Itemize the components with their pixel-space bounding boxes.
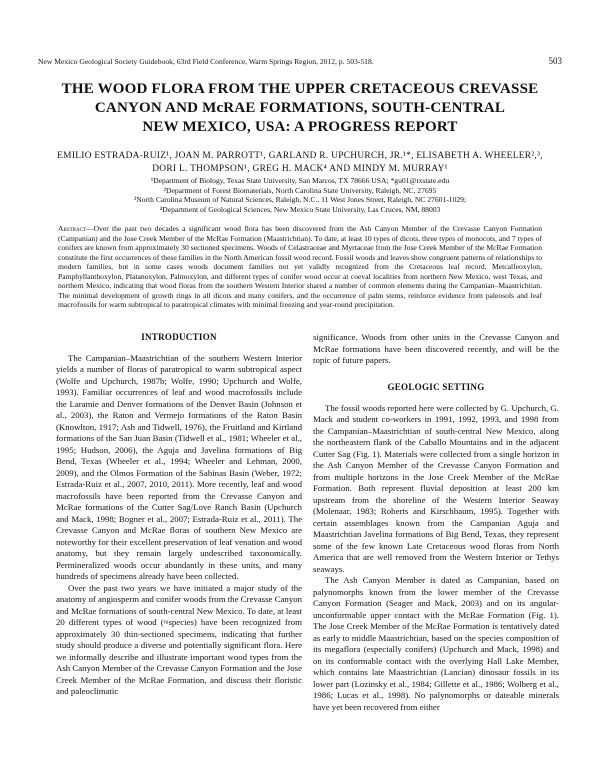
author-line: DORI L. THOMPSON¹, GREG H. MACK⁴ AND MINDY M. MURRAY¹: [152, 164, 448, 174]
section-heading-geologic-setting: GEOLOGIC SETTING: [387, 382, 485, 392]
paragraph: The Ash Canyon Member is dated as Campanian, based on palynomorphs known from the lower member of the Crevasse Canyon Formation (Seager and Mack, 2003) and on its angular-unconformable upper contact with the McRae Formation (Fig. 1). The Jose Creek Member of the McRae Formation is tentatively dated as early to middle Maastrichtian, based on the species composition of its megaflora (especially conifers) (Upchurch and Mack, 1998) and on its conformable contact with the overlying Hall Lake Member, which contains late Maastrichtian (Lancian) dinosaur fossils in its lower part (Lozinsky et al., 1984; Gillette et al., 1986; Wolberg et al., 1986; Lucas et al., 1998). No palynomorphs or dateable minerals have yet been recovered from either: [313, 575, 559, 712]
affiliation: ¹Department of Biology, Texas State University, San Marcos, TX 78666 USA; *gu01@txstate.edu: [150, 176, 450, 185]
author-list: [40, 150, 560, 176]
running-header: [38, 57, 562, 66]
title-line: NEW MEXICO, USA: A PROGRESS REPORT: [142, 119, 458, 135]
section-heading-introduction: INTRODUCTION: [141, 332, 217, 342]
running-header-text: New Mexico Geological Society Guidebook, 63rd Field Conference, Warm Springs Region, 2012, p. 503-518.: [38, 57, 374, 66]
abstract-label: Abstract: [58, 224, 86, 233]
affiliations: [40, 176, 560, 214]
title-line: CANYON AND McRAE FORMATIONS, SOUTH-CENTRAL: [94, 100, 506, 116]
right-column-continuation: significance. Woods from other units in the Crevasse Canyon and McRae formations have been discovered recently, and will be the topic of future papers.: [313, 332, 559, 365]
left-column: [56, 332, 302, 698]
author-line: EMILIO ESTRADA-RUIZ¹, JOAN M. PARROTT¹, GARLAND R. UPCHURCH, JR.¹*, ELISABETH A. WHEELER²,³,: [57, 151, 543, 161]
paragraph: The Campanian–Maastrichtian of the southern Western Interior yields a number of floras of paratropical to warm subtropical aspect (Wolfe and Upchurch, 1987b; Wolfe, 1990; Upchurch and Wolfe, 1993). Familiar occurrences of leaf and wood macrofossils include the Laramie and Denver formations of the Denver Basin (Johnson et al., 2003), the Raton and Vermejo formations of the Raton Basin (Knowlton, 1917; Ash and Tidwell, 1976), the Fruitland and Kirtland formations of the San Juan Basin (Tidwell et al., 1981; Wheeler et al., 1995; Hudson, 2006), the Aguja and Javelina formations of Big Bend, Texas (Wheeler et al., 1994; Wheeler and Lehman, 2000, 2009), and the Olmos Formation of the Sabinas Basin (Weber, 1972; Estrada-Ruiz et al., 2007, 2010, 2011). More recently, leaf and wood macrofossils have been reported from the Crevasse Canyon and McRae formations of the Cutter Sag/Love Ranch Basin (Upchurch and Mack, 1998; Bogner et al., 2007; Estrada-Ruiz et al., 2011). The Crevasse Canyon and McRae floras of southern New Mexico are noteworthy for their excellent preservation of leaf venation and wood anatomy, but they remain largely undescribed taxonomically. Permineralized woods occur abundantly in these units, and many hundreds of specimens already have been collected.: [56, 352, 302, 581]
abstract-text: —Over the past two decades a significant wood flora has been discovered from the Ash Canyon Member of the Crevasse Canyon Formation (Campanian) and the Jose Creek Member of the McRae Formation (Maastrichtian). To date, at least 10 types of dicots, three types of monocots, and 7 types of conifers are known from approximately 30 sectioned specimens. Woods of Celastraceae and Myrtaceae from the Jose Creek Member of the McRae Formation constitute the first occurrences of these families in the North American fossil wood record. Fossil woods and leaves show congruent patterns of relationships to modern families, but in some cases woods document families not yet validly recognized from the Cretaceous leaf record. Metcalfeoxylon, Pamphyllanthoxylon, Platanoxylon, Palmoxylon, and different types of conifer wood occur at coeval localities from northern New Mexico, west Texas, and northern Mexico, indicating that wood floras from the southern Western Interior shared a number of common elements during the Campanian–Maastrichtian. The minimal development of growth rings in all dicots and many conifers, and the occurrence of palm stems, reinforce evidence from paleosols and leaf macrofossils for warm subtropical to paratropical climates with minimal freezing and year-round precipitation.: [58, 224, 542, 309]
paragraph: The fossil woods reported here were collected by G. Upchurch, G. Mack and student co-workers in 1991, 1992, 1993, and 1998 from the Campanian–Maastrichtian of south-central New Mexico, along the northeastern flank of the Caballo Mountains and in the adjacent Cutter Sag (Fig. 1). Materials were collected from a single horizon in the Ash Canyon Member of the Crevasse Canyon Formation and from multiple horizons in the Jose Creek Member of the McRae Formation. Both represent fluvial deposition at least 200 km upstream from the shoreline of the Western Interior Seaway (Molenaar, 1983; Roberts and Kirschbaum, 1995). Together with certain assemblages known from the Campanian Aguja and Maastrichtian Javelina formations of Big Bend, Texas, they represent some of the few known Late Cretaceous wood floras from North America that are well removed from the Western Interior or Tethys seaways.: [313, 402, 559, 574]
right-column: [313, 382, 559, 713]
paper-title: [40, 80, 560, 137]
paragraph: Over the past two years we have initiated a major study of the anatomy of angiosperm and conifer woods from the Crevasse Canyon and McRae formations of south-central New Mexico. To date, at least 20 different types of wood (≈species) have been recognized from approximately 30 thin-sectioned specimens, indicating that further study should produce a diverse and potentially significant flora. Here we informally describe and illustrate important wood types from the Ash Canyon Member of the Crevasse Canyon Formation and the Jose Creek Member of the McRae Formation, and discuss their floristic and paleoclimatic: [56, 582, 303, 696]
page-number: 503: [548, 56, 562, 66]
abstract: [58, 224, 542, 310]
affiliation: ³North Carolina Museum of Natural Sciences, Raleigh, N.C., 11 West Jones Street, Raleigh, NC 27601-1029;: [133, 195, 467, 204]
affiliation: ²Department of Forest Biomaterials, North Carolina State University, Raleigh, NC, 27695: [163, 185, 437, 195]
affiliation: ⁴Department of Geological Sciences, New Mexico State University, Las Cruces, NM, 88003: [159, 204, 441, 214]
title-line: THE WOOD FLORA FROM THE UPPER CRETACEOUS CREVASSE: [61, 81, 539, 97]
